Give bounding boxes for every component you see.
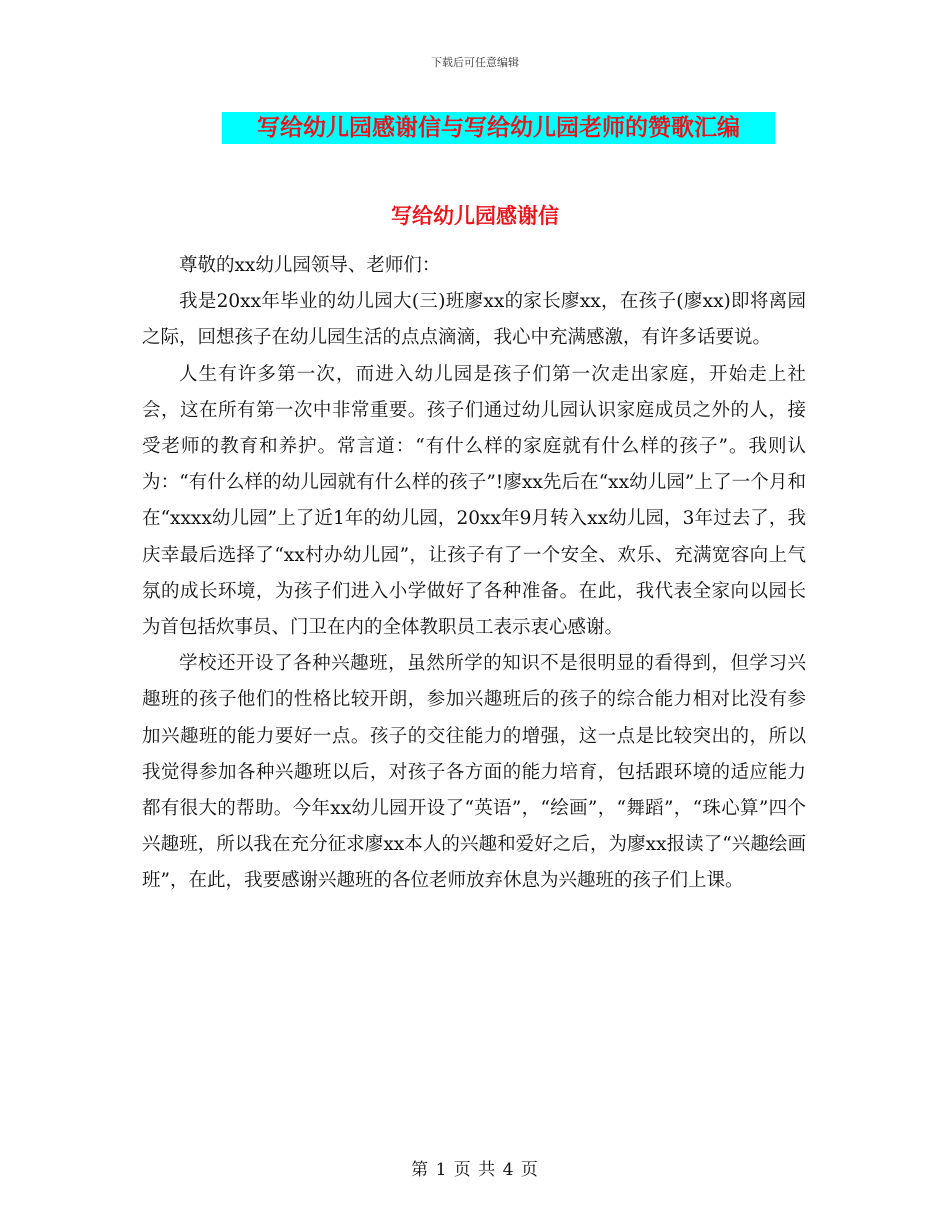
header-note: 下载后可任意编辑 (431, 56, 519, 69)
document-body (142, 248, 806, 900)
paragraph: 我是20xx年毕业的幼儿园大(三)班廖xx的家长廖xx，在孩子(廖xx)即将离园之际，回想孩子在幼儿园生活的点点滴滴，我心中充满感激，有许多话要说。 (142, 291, 806, 349)
paragraph: 学校还开设了各种兴趣班，虽然所学的知识不是很明显的看得到，但学习兴趣班的孩子他们的性格比较开朗，参加兴趣班后的孩子的综合能力相对比没有参加兴趣班的能力要好一点。孩子的交往能力的增强，这一点是比较突出的，所以我觉得参加各种兴趣班以后，对孩子各方面的能力培育，包括跟环境的适应能力都有很大的帮助。今年xx幼儿园开设了“英语”，“绘画”，“舞蹈”，“珠心算”四个兴趣班，所以我在充分征求廖xx本人的兴趣和爱好之后，为廖xx报读了“兴趣绘画班”，在此，我要感谢兴趣班的各位老师放弃休息为兴趣班的孩子们上课。 (142, 653, 806, 892)
main-title: 写给幼儿园感谢信与写给幼儿园老师的赞歌汇编 (222, 112, 775, 144)
section-title: 写给幼儿园感谢信 (391, 203, 559, 228)
page-number-footer: 第 1 页 共 4 页 (411, 1160, 539, 1180)
paragraph: 人生有许多第一次，而进入幼儿园是孩子们第一次走出家庭，开始走上社会，这在所有第一次中非常重要。孩子们通过幼儿园认识家庭成员之外的人，接受老师的教育和养护。常言道：“有什么样的家庭就有什么样的孩子”。我则认为：“有什么样的幼儿园就有什么样的孩子”!廖xx先后在“xx幼儿园”上了一个月和在“xxxx幼儿园”上了近1年的幼儿园，20xx年9月转入xx幼儿园，3年过去了，我庆幸最后选择了“xx村办幼儿园”，让孩子有了一个安全、欢乐、充满宽容向上气氛的成长环境，为孩子们进入小学做好了各种准备。在此，我代表全家向以园长为首包括炊事员、门卫在内的全体教职员工表示衷心感谢。 (142, 363, 806, 639)
paragraph-salutation: 尊敬的xx幼儿园领导、老师们： (179, 255, 441, 276)
